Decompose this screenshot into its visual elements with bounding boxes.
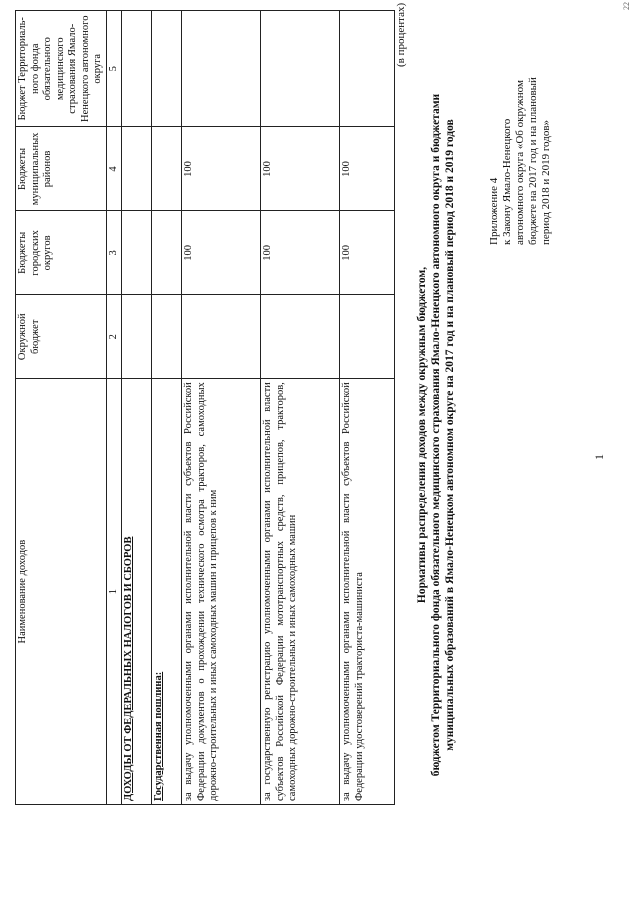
header-row: [16, 11, 107, 805]
header-name: Наименование доходов: [16, 379, 107, 805]
group-row: [152, 11, 182, 805]
appendix-line: автономного округа «Об окружном: [514, 80, 526, 245]
fund-value: [182, 11, 261, 127]
document-title: [415, 65, 457, 805]
appendix-line: период 2018 и 2019 годов»: [540, 119, 552, 245]
revenue-name: за выдачу уполномоченными органами исполнительной власти субъектов Российской Федерации документов о прохождении технического осмотра тракторов, самоходных дорожно-строительных и иных самоходных машин и прицепов к ним: [182, 379, 261, 805]
header-municipal-budgets: Бюджеты муниципальных районов: [16, 127, 107, 211]
title-line: Нормативы распределения доходов между окружным бюджетом,: [416, 266, 428, 604]
header-city-budgets: Бюджеты городских округов: [16, 211, 107, 295]
title-line: муниципальных образований в Ямало-Ненецком автономном округе на 2017 год и на плановый период 2018 и 2019 годов: [444, 119, 456, 751]
section-row: [122, 11, 152, 805]
district-value: [340, 295, 395, 379]
column-number: 5: [106, 11, 122, 127]
page-number: 1: [592, 454, 606, 460]
district-value: [261, 295, 340, 379]
column-number: 2: [106, 295, 122, 379]
municipal-value: 100: [340, 127, 395, 211]
column-number-row: [106, 11, 122, 805]
title-line: бюджетом Территориального фонда обязательного медицинского страхования Ямало-Ненецкого автономного округа и бюджетами: [430, 93, 442, 777]
table-row: [340, 11, 395, 805]
fund-value: [261, 11, 340, 127]
city-value: 100: [261, 211, 340, 295]
column-number: 1: [106, 379, 122, 805]
column-number: 3: [106, 211, 122, 295]
header-district-budget: Окружной бюджет: [16, 295, 107, 379]
fund-value: [340, 11, 395, 127]
municipal-value: 100: [261, 127, 340, 211]
group-title: Государственная пошлина:: [152, 379, 182, 805]
revenue-name: за выдачу уполномоченными органами исполнительной власти субъектов Российской Федерации удостоверений тракториста-машиниста: [340, 379, 395, 805]
city-value: 100: [182, 211, 261, 295]
unit-note: (в процентах): [395, 2, 407, 67]
municipal-value: 100: [182, 127, 261, 211]
header-insurance-fund: Бюджет Территориаль-ного фонда обязательного медицинского страхования Ямало-Ненецкого автономного округа: [16, 11, 107, 127]
revenue-name: за государственную регистрацию уполномоченными органами исполнительной власти субъектов Российской Федерации мототранспортных средств, прицепов, тракторов, самоходных дорожно-строительных и иных самоходных машин: [261, 379, 340, 805]
table-row: [261, 11, 340, 805]
column-number: 4: [106, 127, 122, 211]
appendix-line: бюджете на 2017 год и на плановый: [527, 77, 539, 245]
city-value: 100: [340, 211, 395, 295]
appendix-line: к Закону Ямало-Ненецкого: [501, 118, 513, 245]
appendix-reference: [488, 5, 553, 245]
revenue-distribution-table: [15, 10, 395, 805]
corner-mark: 22: [622, 2, 631, 10]
appendix-line: Приложение 4: [488, 177, 500, 245]
table-row: [182, 11, 261, 805]
district-value: [182, 295, 261, 379]
section-title: ДОХОДЫ ОТ ФЕДЕРАЛЬНЫХ НАЛОГОВ И СБОРОВ: [122, 379, 152, 805]
